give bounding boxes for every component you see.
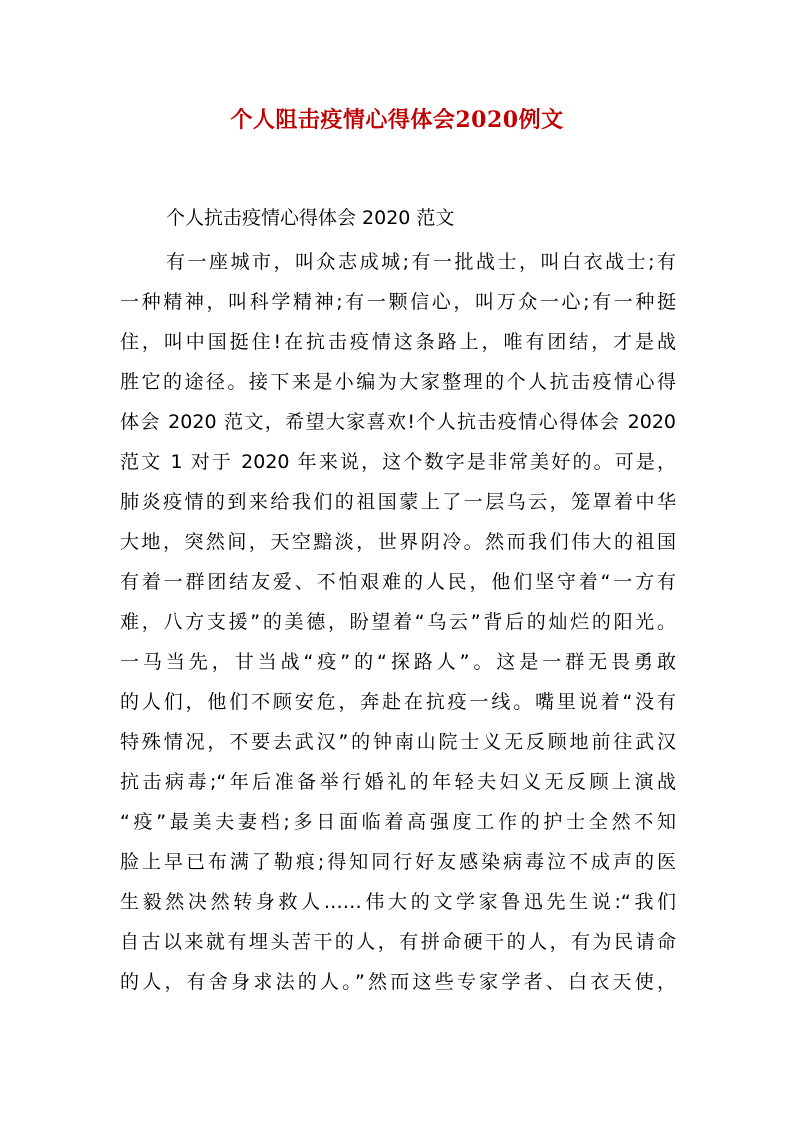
body-line: 胜它的途径。接下来是小编为大家整理的个人抗击疫情心得 <box>120 371 676 393</box>
body-line: 大地，突然间，天空黯淡，世界阴冷。然而我们伟大的祖国 <box>120 531 676 553</box>
document-subtitle: 个人抗击疫情心得体会 2020 范文 <box>166 207 455 229</box>
body-line: 脸上早已布满了勒痕;得知同行好友感染病毒泣不成声的医 <box>120 851 676 873</box>
body-line: 难，八方支援”的美德，盼望着“乌云”背后的灿烂的阳光。 <box>120 611 676 633</box>
body-line: “疫”最美夫妻档;多日面临着高强度工作的护士全然不知 <box>120 811 676 833</box>
body-line: 范文 1 对于 2020 年来说，这个数字是非常美好的。可是， <box>120 451 676 473</box>
body-line: 特殊情况，不要去武汉”的钟南山院士义无反顾地前往武汉 <box>120 731 676 753</box>
body-line: 一马当先，甘当战“疫”的“探路人”。这是一群无畏勇敢 <box>120 651 676 673</box>
document-title: 个人阻击疫情心得体会2020例文 <box>230 107 564 133</box>
body-line: 抗击病毒;“年后准备举行婚礼的年轻夫妇义无反顾上演战 <box>120 771 676 793</box>
body-line: 的人们，他们不顾安危，奔赴在抗疫一线。嘴里说着“没有 <box>120 691 676 713</box>
body-line: 住，叫中国挺住!在抗击疫情这条路上，唯有团结，才是战 <box>120 331 676 353</box>
body-line: 肺炎疫情的到来给我们的祖国蒙上了一层乌云，笼罩着中华 <box>120 491 676 513</box>
body-line: 生毅然决然转身救人……伟大的文学家鲁迅先生说:“我们 <box>120 891 676 913</box>
body-line: 体会 2020 范文，希望大家喜欢!个人抗击疫情心得体会 2020 <box>120 411 676 433</box>
body-line: 自古以来就有埋头苦干的人，有拼命硬干的人，有为民请命 <box>120 931 676 953</box>
body-line: 的人，有舍身求法的人。”然而这些专家学者、白衣天使， <box>120 971 676 993</box>
body-line: 有一座城市，叫众志成城;有一批战士，叫白衣战士;有 <box>166 251 676 273</box>
body-line: 一种精神，叫科学精神;有一颗信心，叫万众一心;有一种挺 <box>120 291 676 313</box>
body-line: 有着一群团结友爱、不怕艰难的人民，他们坚守着“一方有 <box>120 571 676 593</box>
